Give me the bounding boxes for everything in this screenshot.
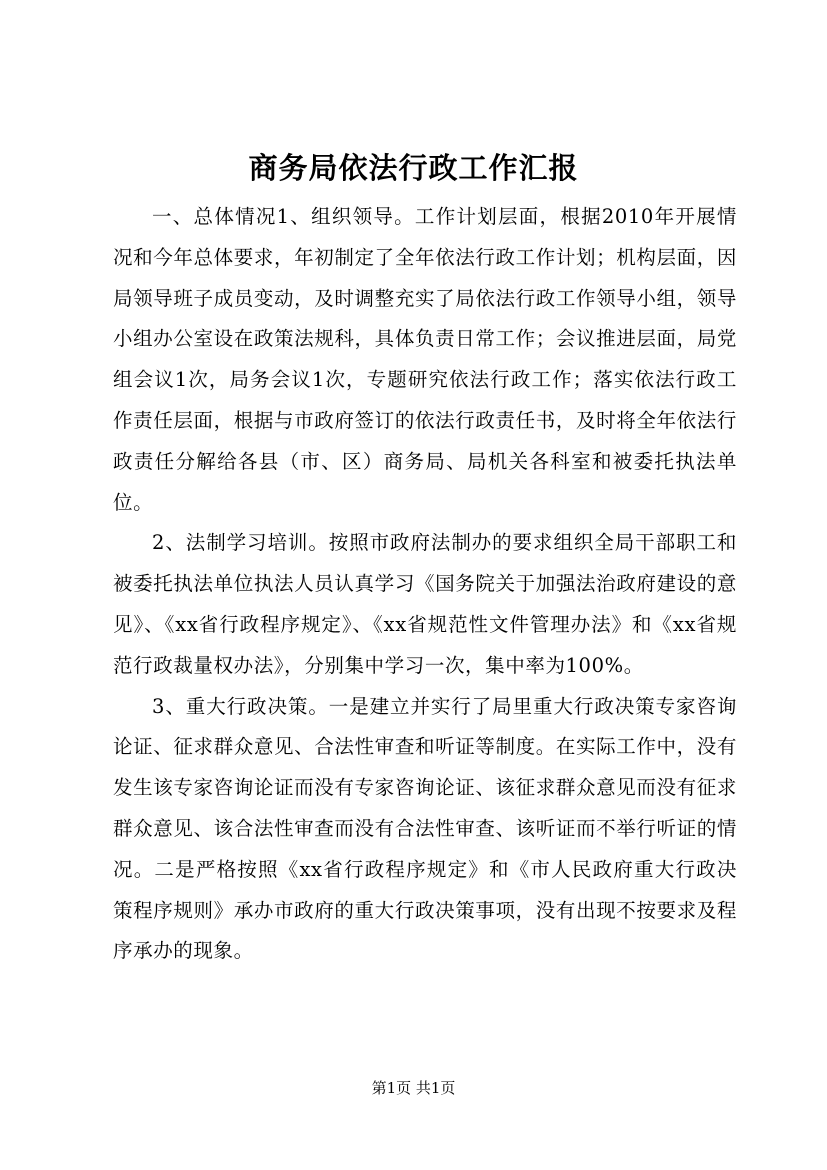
paragraph-overview: 一、总体情况1、组织领导。工作计划层面，根据2010年开展情况和今年总体要求，年初制定了全年依法行政工作计划；机构层面，因局领导班子成员变动，及时调整充实了局依法行政工作领导小组，领导小组办公室设在政策法规科，具体负责日常工作；会议推进层面，局党组会议1次，局务会议1次，专题研究依法行政工作；落实依法行政工作责任层面，根据与市政府签订的依法行政责任书，及时将全年依法行政责任分解给各县（市、区）商务局、局机关各科室和被委托执法单位。 <box>113 205 737 514</box>
document-title: 商务局依法行政工作汇报 <box>248 151 579 185</box>
document-body <box>113 197 737 972</box>
page-number-footer: 第1页 共1页 <box>371 1079 456 1097</box>
paragraph-major-decisions: 3、重大行政决策。一是建立并实行了局里重大行政决策专家咨询论证、征求群众意见、合法性审查和听证等制度。在实际工作中，没有发生该专家咨询论证而没有专家咨询论证、该征求群众意见而没有征求群众意见、该合法性审查而没有合法性审查、该听证而不举行听证的情况。二是严格按照《xx省行政程序规定》和《市人民政府重大行政决策程序规则》承办市政府的重大行政决策事项，没有出现不按要求及程序承办的现象。 <box>113 694 737 963</box>
paragraph-legal-training: 2、法制学习培训。按照市政府法制办的要求组织全局干部职工和被委托执法单位执法人员认真学习《国务院关于加强法治政府建设的意见》、《xx省行政程序规定》、《xx省规范性文件管理办法》和《xx省规范行政裁量权办法》，分别集中学习一次，集中率为100%。 <box>113 531 737 677</box>
